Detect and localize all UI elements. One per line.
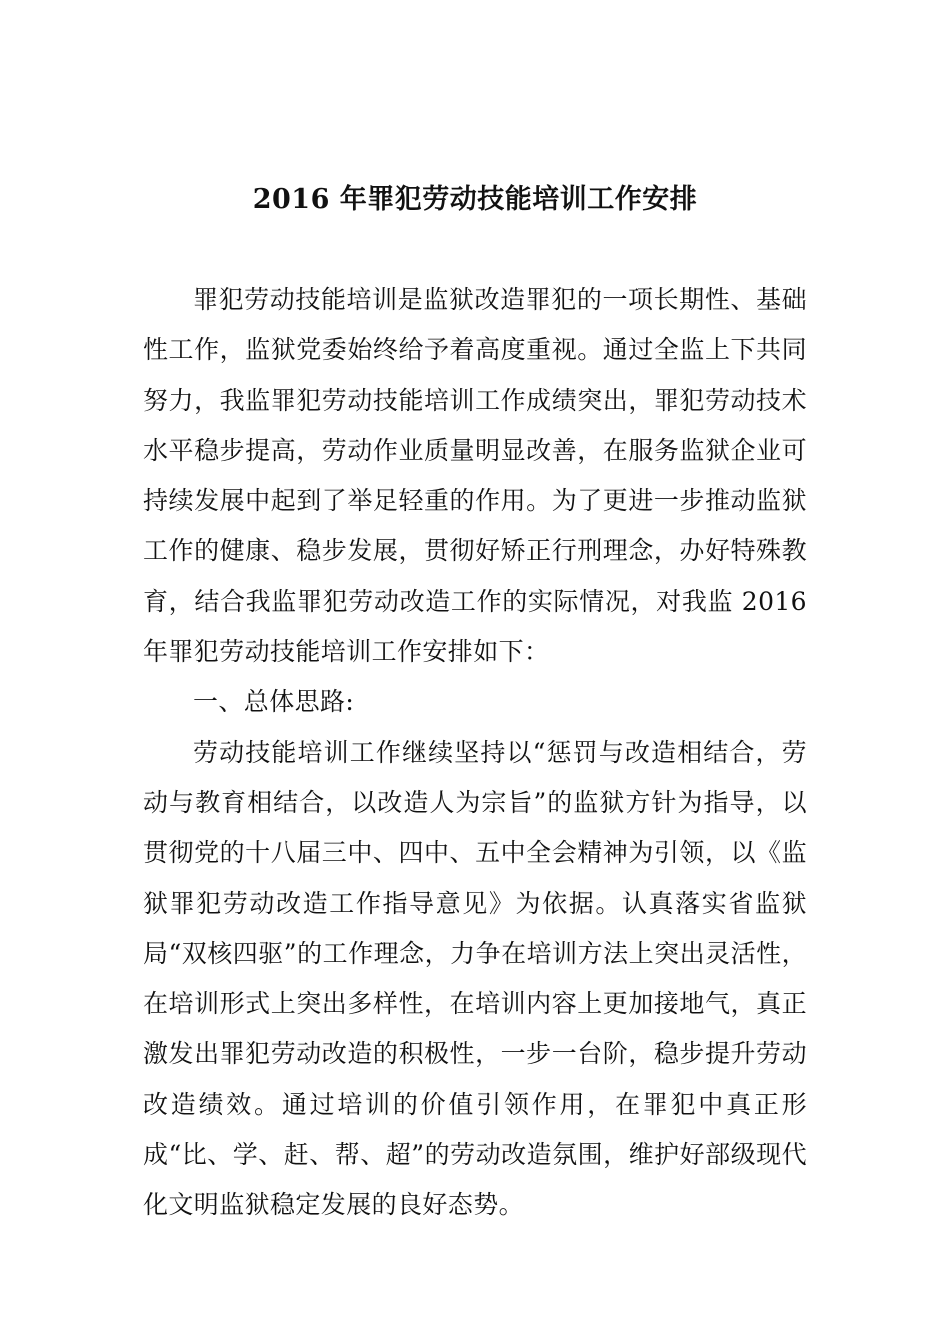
section-heading-overall-approach: 一、总体思路: [193, 687, 355, 717]
document-title: 2016 年罪犯劳动技能培训工作安排 [252, 184, 698, 215]
paragraph-intro: 罪犯劳动技能培训是监狱改造罪犯的一项长期性、基础性工作，监狱党委始终给予着高度重视。通过全监上下共同努力，我监罪犯劳动技能培训工作成绩突出，罪犯劳动技术水平稳步提高，劳动作业质量明显改善，在服务监狱企业可持续发展中起到了举足轻重的作用。为了更进一步推动监狱工作的健康、稳步发展，贯彻好矫正行刑理念，办好特殊教育，结合我监罪犯劳动改造工作的实际情况，对我监 2016 年罪犯劳动技能培训工作安排如下： [143, 285, 807, 667]
document-body [143, 275, 807, 1231]
paragraph-overall-approach: 劳动技能培训工作继续坚持以“惩罚与改造相结合，劳动与教育相结合，以改造人为宗旨”的监狱方针为指导，以贯彻党的十八届三中、四中、五中全会精神为引领，以《监狱罪犯劳动改造工作指导意见》为依据。认真落实省监狱局“双核四驱”的工作理念，力争在培训方法上突出灵活性，在培训形式上突出多样性，在培训内容上更加接地气，真正激发出罪犯劳动改造的积极性，一步一台阶，稳步提升劳动改造绩效。通过培训的价值引领作用，在罪犯中真正形成“比、学、赶、帮、超”的劳动改造氛围，维护好部级现代化文明监狱稳定发展的良好态势。 [143, 737, 807, 1220]
